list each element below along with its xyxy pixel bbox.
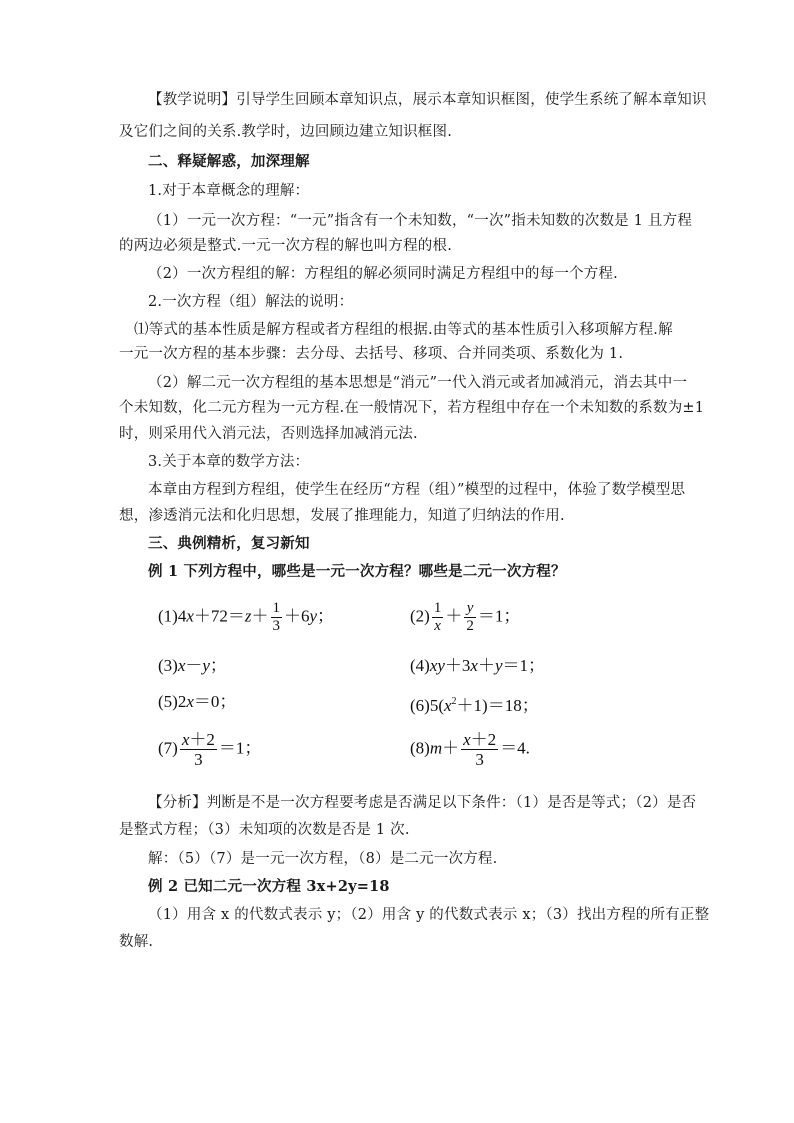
fraction-x-plus-2-over-3-b: $\frac{x+2}{3}$ [463, 730, 497, 769]
equation-3: (3)x－y； [158, 656, 227, 675]
fraction-one-third: $\frac{1}{3}$ [272, 600, 280, 634]
example-2-question: 例 2 已知二元一次方程 3x+2y=18 [148, 878, 390, 895]
paragraph-elimination-1: （2）解二元一次方程组的基本思想是“消元”一代入消元或者加减消元，消去其中一 [148, 375, 688, 391]
paragraph-equation-properties-1: ⑴等式的基本性质是解方程或者方程组的根据.由等式的基本性质引入移项解方程.解 [134, 322, 673, 338]
equation-2: (2) $\frac{1}{x}$ ＋ $\frac{y}{2}$ ＝1； [410, 600, 521, 634]
section-heading-3: 三、典例精析，复习新知 [148, 535, 310, 552]
paragraph-teaching-note-1: 【教学说明】引导学生回顾本章知识点，展示本章知识框图，使学生系统了解本章知识 [148, 92, 707, 108]
equation-1: (1)4x＋72＝z＋ $\frac{1}{3}$ ＋6y； [158, 600, 335, 634]
equation-5: (5)2x＝0； [158, 692, 237, 711]
subheading-concepts: 1.对于本章概念的理解： [148, 183, 310, 199]
example-1-question: 例 1 下列方程中，哪些是一元一次方程？哪些是二元一次方程？ [148, 563, 566, 580]
paragraph-linear-equation-1: （1）一元一次方程：“一元”指含有一个未知数，“一次”指未知数的次数是 1 且方程 [148, 213, 693, 229]
paragraph-linear-equation-2: 的两边必须是整式.一元一次方程的解也叫方程的根. [119, 238, 453, 254]
equation-8: (8)m＋ $\frac{x+2}{3}$ ＝4. [410, 730, 530, 769]
paragraph-math-methods-1: 本章由方程到方程组，使学生在经历“方程（组）”模型的过程中，体验了数学模型思 [148, 482, 686, 498]
subheading-math-methods: 3.关于本章的数学方法： [148, 454, 310, 470]
equation-7: (7) $\frac{x+2}{3}$ ＝1； [158, 730, 262, 769]
fraction-y-over-two: $\frac{y}{2}$ [466, 600, 474, 634]
fraction-x-plus-2-over-3: $\frac{x+2}{3}$ [181, 730, 215, 769]
paragraph-example-2-tasks-2: 数解. [119, 934, 154, 950]
paragraph-analysis-1: 【分析】判断是不是一次方程要考虑是否满足以下条件：（1）是否是等式；（2）是否 [148, 795, 697, 811]
paragraph-elimination-3: 时，则采用代入消元法，否则选择加减消元法. [119, 426, 418, 442]
section-heading-2: 二、释疑解惑，加深理解 [148, 153, 310, 170]
paragraph-teaching-note-2: 及它们之间的关系.教学时，边回顾边建立知识框图. [119, 124, 453, 140]
equation-4: (4)xy＋3x＋y＝1； [410, 656, 546, 675]
paragraph-analysis-2: 是整式方程；（3）未知项的次数是否是 1 次. [119, 822, 410, 838]
equation-6: $(6)5(x^2+1)=18$； [410, 696, 539, 715]
paragraph-example-2-tasks-1: （1）用含 x 的代数式表示 y；（2）用含 y 的代数式表示 x；（3）找出方程的所有正整 [148, 907, 710, 923]
subheading-methods: 2.一次方程（组）解法的说明： [148, 294, 354, 310]
paragraph-elimination-2: 个未知数，化二元方程为一元方程.在一般情况下，若方程组中存在一个未知数的系数为±1 [119, 400, 705, 416]
paragraph-answer: 解：（5）（7）是一元一次方程，（8）是二元一次方程. [148, 851, 498, 867]
paragraph-system-solution: （2）一次方程组的解：方程组的解必须同时满足方程组中的每一个方程. [148, 266, 618, 282]
fraction-one-over-x: $\frac{1}{x}$ [433, 600, 442, 634]
paragraph-math-methods-2: 想，渗透消元法和化归思想，发展了推理能力，知道了归纳法的作用. [119, 508, 565, 524]
paragraph-equation-properties-2: 一元一次方程的基本步骤：去分母、去括号、移项、合并同类项、系数化为 1. [119, 346, 624, 362]
